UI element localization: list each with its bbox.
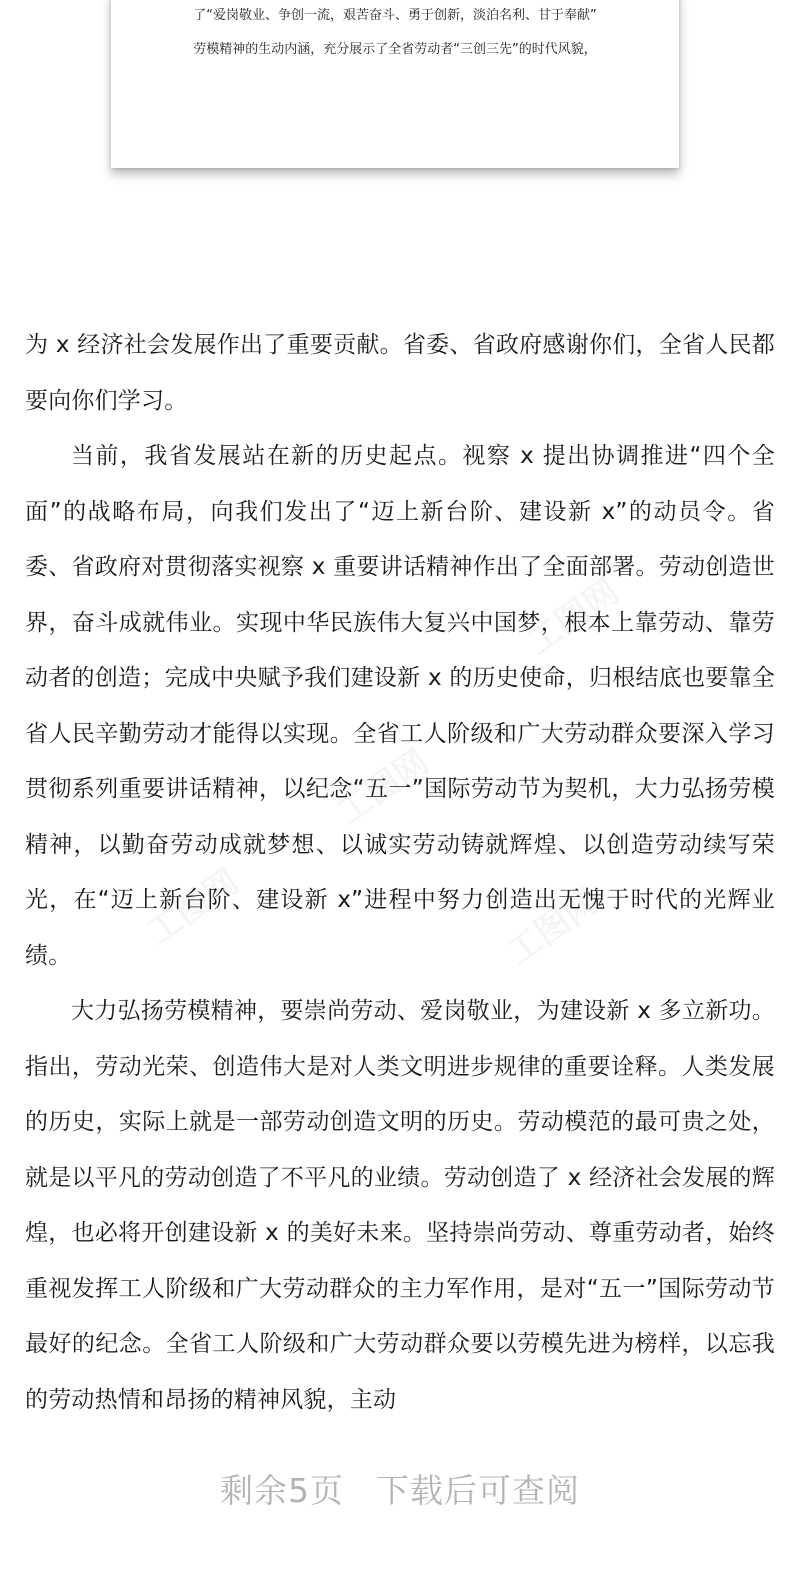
paragraph-1: 为 x 经济社会发展作出了重要贡献。省委、省政府感谢你们，全省人民都要向你们学习。 bbox=[25, 332, 775, 414]
remaining-pages-label: 剩余5页 bbox=[220, 1471, 344, 1510]
preview-line-1: 了“爱岗敬业、争创一流，艰苦奋斗、勇于创新，淡泊名利、甘于奉献” bbox=[193, 8, 597, 23]
paragraph-2: 当前，我省发展站在新的历史起点。视察 x 提出协调推进“四个全面”的战略布局，向我们发出了“迈上新台阶、建设新 x”的动员令。省委、省政府对贯彻落实视察 x 重要讲话精神作出了全面部署。劳动创造世界，奋斗成就伟业。实现中华民族伟大复兴中国梦，根本上靠劳动、靠劳动者的创造；完成中央赋予我们建设新 x 的历史使命，归根结底也要靠全省人民辛勤劳动才能得以实现。全省工人阶级和广大劳动群众要深入学习贯彻系列重要讲话精神，以纪念“五一”国际劳动节为契机，大力弘扬劳模精神，以勤奋劳动成就梦想、以诚实劳动铸就辉煌、以创造劳动续写荣光，在“迈上新台阶、建设新 x”进程中努力创造出无愧于时代的光辉业绩。 bbox=[25, 443, 775, 969]
paragraph-3: 大力弘扬劳模精神，要崇尚劳动、爱岗敬业，为建设新 x 多立新功。指出，劳动光荣、创造伟大是对人类文明进步规律的重要诠释。人类发展的历史，实际上就是一部劳动创造文明的历史。劳动模范的最可贵之处，就是以平凡的劳动创造了不平凡的业绩。劳动创造了 x 经济社会发展的辉煌，也必将开创建设新 x 的美好未来。坚持崇尚劳动、尊重劳动者，始终重视发挥工人阶级和广大劳动群众的主力军作用，是对“五一”国际劳动节最好的纪念。全省工人阶级和广大劳动群众要以劳模先进为榜样，以忘我的劳动热情和昂扬的精神风貌，主动 bbox=[25, 998, 775, 1413]
preview-line-2: 劳模精神的生动内涵，充分展示了全省劳动者“三创三先”的时代风貌， bbox=[193, 42, 597, 57]
download-hint-label: 下载后可查阅 bbox=[376, 1471, 580, 1510]
download-prompt[interactable] bbox=[0, 1465, 800, 1512]
document-body bbox=[25, 318, 775, 1428]
preview-page-card bbox=[111, 0, 679, 168]
